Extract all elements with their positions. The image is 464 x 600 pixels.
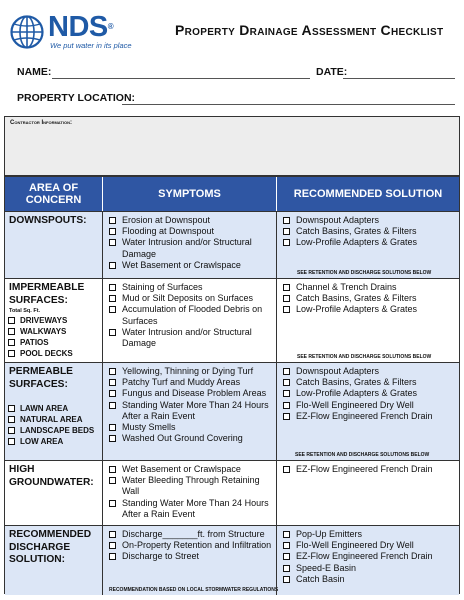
surface-type-item-label: LOW AREA xyxy=(20,437,64,446)
symptoms-cell xyxy=(102,363,276,460)
symptom-item-label: Musty Smells xyxy=(122,422,176,433)
surface-type-item[interactable] xyxy=(7,436,98,447)
symptom-item[interactable] xyxy=(106,304,272,326)
symptom-item-label: Staining of Surfaces xyxy=(122,282,203,292)
solution-item[interactable] xyxy=(280,529,455,540)
solution-cell xyxy=(276,212,459,278)
surface-type-item-label: POOL DECKS xyxy=(20,349,73,358)
solution-item-label: Catch Basins, Grates & Filters xyxy=(296,293,417,304)
solution-cell xyxy=(276,363,459,460)
area-title: RECOMMENDED DISCHARGE SOLUTION: xyxy=(9,529,92,565)
checkbox[interactable] xyxy=(8,405,15,412)
total-sq-ft-label: Total Sq. Ft. xyxy=(9,308,41,314)
symptom-item[interactable] xyxy=(106,464,272,475)
solution-item[interactable] xyxy=(280,464,455,475)
area-cell xyxy=(5,363,102,460)
area-cell xyxy=(5,526,102,595)
checkbox[interactable] xyxy=(109,402,116,409)
checkbox[interactable] xyxy=(283,466,290,473)
symptom-item[interactable] xyxy=(106,282,272,293)
checkbox[interactable] xyxy=(109,284,116,291)
checkbox[interactable] xyxy=(283,368,290,375)
surface-type-item[interactable] xyxy=(7,403,98,414)
symptom-item-label: Accumulation of Flooded Debris on Surfaces xyxy=(122,304,263,326)
column-divider xyxy=(102,279,103,362)
solution-item-label: Low-Profile Adapters & Grates xyxy=(296,388,418,399)
surface-type-item-label: PATIOS xyxy=(20,338,49,347)
checkbox[interactable] xyxy=(8,350,15,357)
symptom-item-label: Mud or Silt Deposits on Surfaces xyxy=(122,293,254,304)
surface-type-item[interactable] xyxy=(7,425,98,436)
solution-item[interactable] xyxy=(280,388,455,399)
date-label: DATE: xyxy=(316,66,348,78)
symptoms-cell xyxy=(102,212,276,278)
solution-item[interactable] xyxy=(280,282,455,293)
column-divider xyxy=(102,363,103,460)
checkbox[interactable] xyxy=(8,438,15,445)
solution-item-label: Flo-Well Engineered Dry Well xyxy=(296,540,414,551)
symptom-item-label: On-Property Retention and Infiltration xyxy=(122,540,272,551)
column-divider xyxy=(276,461,277,525)
symptom-item[interactable] xyxy=(106,433,272,444)
name-field[interactable] xyxy=(52,78,310,79)
symptom-item-label: Standing Water More Than 24 Hours After a Rain Event xyxy=(122,497,269,519)
checkbox[interactable] xyxy=(109,295,116,302)
column-divider xyxy=(102,526,103,595)
solution-item-label: Flo-Well Engineered Dry Well xyxy=(296,399,414,410)
symptom-item-label: Wet Basement or Crawlspace xyxy=(122,464,241,474)
solution-item[interactable] xyxy=(280,215,455,226)
solution-item-label: Catch Basins, Grates & Filters xyxy=(296,226,417,237)
solution-item-label: Downspout Adapters xyxy=(296,215,380,225)
solution-item-label: Channel & Trench Drains xyxy=(296,282,397,292)
solution-item-label: Low-Profile Adapters & Grates xyxy=(296,304,418,315)
symptom-item-label: Discharge_______ft. from Structure xyxy=(122,529,265,539)
solution-item[interactable] xyxy=(280,411,455,422)
symptom-item-label: Water Bleeding Through Retaining Wall xyxy=(122,475,260,497)
column-divider xyxy=(276,279,277,362)
checkbox[interactable] xyxy=(8,328,15,335)
table-row xyxy=(5,525,459,595)
checkbox[interactable] xyxy=(8,339,15,346)
solution-item[interactable] xyxy=(280,366,455,377)
area-title: IMPERMEABLE SURFACES: xyxy=(9,282,85,306)
table-row xyxy=(5,211,459,278)
surface-type-item-label: NATURAL AREA xyxy=(20,415,83,424)
checkbox[interactable] xyxy=(109,329,116,336)
solution-item[interactable] xyxy=(280,293,455,304)
solution-cell xyxy=(276,279,459,362)
location-field[interactable] xyxy=(122,104,455,105)
column-divider xyxy=(276,526,277,595)
header-solution: RECOMMENDED SOLUTION xyxy=(276,177,459,211)
checkbox[interactable] xyxy=(283,531,290,538)
logo-tagline: We put water in its place xyxy=(50,41,132,50)
section-note: SEE RETENTION AND DISCHARGE SOLUTIONS BELOW xyxy=(295,452,430,458)
area-cell xyxy=(5,461,102,525)
solution-item-label: Catch Basins, Grates & Filters xyxy=(296,377,417,388)
checkbox[interactable] xyxy=(109,435,116,442)
column-divider xyxy=(276,363,277,460)
area-title: PERMEABLE SURFACES: xyxy=(9,366,73,390)
solution-item-label: Speed-E Basin xyxy=(296,562,357,573)
checkbox[interactable] xyxy=(109,262,116,269)
checkbox[interactable] xyxy=(283,239,290,246)
solution-item-label: Catch Basin xyxy=(296,573,345,584)
symptom-item-label: Wet Basement or Crawlspace xyxy=(122,259,241,270)
symptom-item-label: Erosion at Downspout xyxy=(122,215,211,225)
checkbox[interactable] xyxy=(109,379,116,386)
solution-item[interactable] xyxy=(280,226,455,237)
surface-type-item[interactable] xyxy=(7,348,98,359)
location-label: PROPERTY LOCATION: xyxy=(17,92,136,104)
checkbox[interactable] xyxy=(109,500,116,507)
solution-item[interactable] xyxy=(280,563,455,574)
area-title: HIGH GROUNDWATER: xyxy=(9,464,94,488)
globe-icon xyxy=(10,15,44,49)
symptom-item-label: Flooding at Downspout xyxy=(122,226,215,237)
checklist-table xyxy=(4,176,460,594)
checkbox[interactable] xyxy=(283,295,290,302)
surface-type-item-label: DRIVEWAYS xyxy=(20,316,68,325)
checkbox[interactable] xyxy=(283,390,290,397)
solution-item-label: Pop-Up Emitters xyxy=(296,529,363,539)
surface-type-item[interactable] xyxy=(7,337,98,348)
solution-item-label: EZ-Flow Engineered French Drain xyxy=(296,551,433,562)
nds-logo xyxy=(10,12,142,52)
surface-type-item[interactable] xyxy=(7,414,98,425)
symptom-item[interactable] xyxy=(106,215,272,226)
solution-item[interactable] xyxy=(280,237,455,248)
logo-name: NDS® xyxy=(48,11,114,43)
symptom-item-label: Washed Out Ground Covering xyxy=(122,433,243,444)
solution-cell xyxy=(276,461,459,525)
checkbox[interactable] xyxy=(283,413,290,420)
symptom-item-label: Water Intrusion and/or Structural Damage xyxy=(122,326,252,349)
solution-cell xyxy=(276,526,459,595)
column-divider xyxy=(102,461,103,525)
checkbox[interactable] xyxy=(8,416,15,423)
area-cell xyxy=(5,279,102,362)
column-divider xyxy=(276,212,277,278)
symptom-item[interactable] xyxy=(106,327,272,349)
symptoms-cell xyxy=(102,461,276,525)
header-symptoms: SYMPTOMS xyxy=(102,177,276,211)
checkbox[interactable] xyxy=(109,228,116,235)
solution-item-label: EZ-Flow Engineered French Drain xyxy=(296,464,433,474)
symptom-item-label: Discharge to Street xyxy=(122,551,200,562)
name-label: NAME: xyxy=(17,66,52,78)
symptom-item-label: Standing Water More Than 24 Hours After a Rain Event xyxy=(122,399,269,421)
symptom-item-label: Yellowing, Thinning or Dying Turf xyxy=(122,366,254,376)
symptom-item[interactable] xyxy=(106,293,272,304)
checkbox[interactable] xyxy=(283,228,290,235)
checkbox[interactable] xyxy=(283,553,290,560)
solution-item[interactable] xyxy=(280,574,455,585)
solution-item-label: Downspout Adapters xyxy=(296,366,380,376)
symptom-item[interactable] xyxy=(106,260,272,271)
surface-type-item-label: LANDSCAPE BEDS xyxy=(20,426,95,435)
section-note: SEE RETENTION AND DISCHARGE SOLUTIONS BELOW xyxy=(297,354,432,360)
symptom-item[interactable] xyxy=(106,388,272,399)
symptom-item[interactable] xyxy=(106,377,272,388)
solution-item[interactable] xyxy=(280,377,455,388)
area-cell xyxy=(5,212,102,278)
symptom-item[interactable] xyxy=(106,540,272,551)
checkbox[interactable] xyxy=(109,306,116,313)
surface-type-item[interactable] xyxy=(7,315,98,326)
symptom-item[interactable] xyxy=(106,400,272,422)
symptom-item[interactable] xyxy=(106,226,272,237)
page-title: Property Drainage Assessment Checklist xyxy=(175,22,444,38)
checkbox[interactable] xyxy=(109,424,116,431)
checkbox[interactable] xyxy=(109,390,116,397)
symptom-item[interactable] xyxy=(106,422,272,433)
checkbox[interactable] xyxy=(283,402,290,409)
solution-item[interactable] xyxy=(280,551,455,562)
section-note: RECOMMENDATION BASED ON LOCAL STORMWATER REGULATIONS xyxy=(109,587,279,593)
checkbox[interactable] xyxy=(109,217,116,224)
checkbox[interactable] xyxy=(109,368,116,375)
checkbox[interactable] xyxy=(283,284,290,291)
contractor-info-label: Contractor Information: xyxy=(10,120,72,126)
header-area: AREA OF CONCERN xyxy=(5,177,102,211)
symptom-item-label: Fungus and Disease Problem Areas xyxy=(122,388,267,399)
checkbox[interactable] xyxy=(8,427,15,434)
symptom-item[interactable] xyxy=(106,529,272,540)
solution-item[interactable] xyxy=(280,400,455,411)
checkbox[interactable] xyxy=(109,531,116,538)
area-title: DOWNSPOUTS: xyxy=(9,215,87,226)
solution-item-label: EZ-Flow Engineered French Drain xyxy=(296,410,433,421)
checkbox[interactable] xyxy=(283,379,290,386)
checkbox[interactable] xyxy=(109,466,116,473)
symptoms-cell xyxy=(102,526,279,595)
section-note: SEE RETENTION AND DISCHARGE SOLUTIONS BELOW xyxy=(297,270,432,276)
symptom-item[interactable] xyxy=(106,366,272,377)
date-field[interactable] xyxy=(343,78,455,79)
symptom-item[interactable] xyxy=(106,475,272,497)
checkbox[interactable] xyxy=(283,217,290,224)
checkbox[interactable] xyxy=(283,576,290,583)
checkbox[interactable] xyxy=(109,477,116,484)
solution-item-label: Low-Profile Adapters & Grates xyxy=(296,237,418,248)
surface-type-item[interactable] xyxy=(7,326,98,337)
column-divider xyxy=(102,212,103,278)
surface-type-item-label: WALKWAYS xyxy=(20,327,67,336)
symptoms-cell xyxy=(102,279,276,362)
checkbox[interactable] xyxy=(283,565,290,572)
symptom-item-label: Water Intrusion and/or Structural Damage xyxy=(122,237,252,259)
symptom-item[interactable] xyxy=(106,551,272,562)
symptom-item-label: Patchy Turf and Muddy Areas xyxy=(122,377,241,388)
solution-item[interactable] xyxy=(280,540,455,551)
table-row xyxy=(5,278,459,362)
checkbox[interactable] xyxy=(109,553,116,560)
contractor-info-field[interactable] xyxy=(4,116,460,176)
checkbox[interactable] xyxy=(283,306,290,313)
solution-item[interactable] xyxy=(280,304,455,315)
checkbox[interactable] xyxy=(8,317,15,324)
table-row xyxy=(5,362,459,460)
checkbox[interactable] xyxy=(109,542,116,549)
checkbox[interactable] xyxy=(109,239,116,246)
symptom-item[interactable] xyxy=(106,237,272,259)
checkbox[interactable] xyxy=(283,542,290,549)
symptom-item[interactable] xyxy=(106,498,272,520)
table-row xyxy=(5,460,459,525)
surface-type-item-label: LAWN AREA xyxy=(20,404,69,413)
